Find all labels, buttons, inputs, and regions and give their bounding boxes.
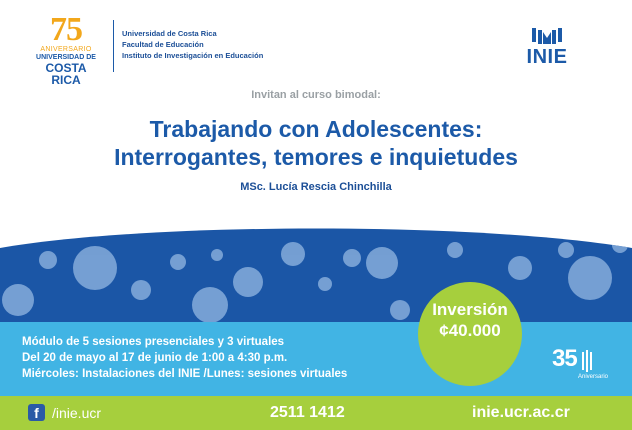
- inie-35-anniversary-logo: [552, 346, 622, 386]
- institution-university: Universidad de Costa Rica: [122, 29, 217, 38]
- website-link[interactable]: inie.ucr.ac.cr: [472, 404, 570, 421]
- facebook-link[interactable]: /inie.ucr: [52, 405, 102, 421]
- price-badge-label: Inversión: [432, 300, 508, 319]
- invite-text: Invitan al curso bimodal:: [251, 89, 381, 101]
- inie-logo-text: INIE: [526, 46, 568, 68]
- logo-75-line1: ANIVERSARIO: [40, 46, 92, 53]
- anniversary-bars-icon: [582, 350, 594, 372]
- price-badge: [418, 282, 522, 386]
- logo-75-line3: COSTA RICA: [45, 61, 87, 87]
- price-badge-amount: ¢40.000: [439, 321, 501, 340]
- course-title-line1: Trabajando con Adolescentes:: [149, 116, 483, 142]
- facebook-icon[interactable]: f: [28, 404, 45, 421]
- anniversary-number: 35: [552, 345, 577, 372]
- course-title-line2: Interrogantes, temores e inquietudes: [114, 144, 518, 170]
- logo-75-number: 75: [50, 11, 82, 48]
- phone-number: 2511 1412: [270, 404, 345, 421]
- institution-institute: Instituto de Investigación en Educación: [122, 51, 264, 60]
- anniversary-word: Aniversario: [578, 374, 609, 380]
- logo-75-line2: UNIVERSIDAD DE: [36, 54, 96, 61]
- details-location: Miércoles: Instalaciones del INIE /Lunes: sesiones virtuales: [22, 368, 348, 380]
- details-modules: Módulo de 5 sesiones presenciales y 3 virtuales: [22, 336, 285, 348]
- instructor-name: MSc. Lucía Rescia Chinchilla: [240, 181, 392, 193]
- institution-faculty: Facultad de Educación: [122, 40, 204, 49]
- details-dates: Del 20 de mayo al 17 de junio de 1:00 a 4:30 p.m.: [22, 352, 288, 364]
- course-details: [22, 334, 347, 382]
